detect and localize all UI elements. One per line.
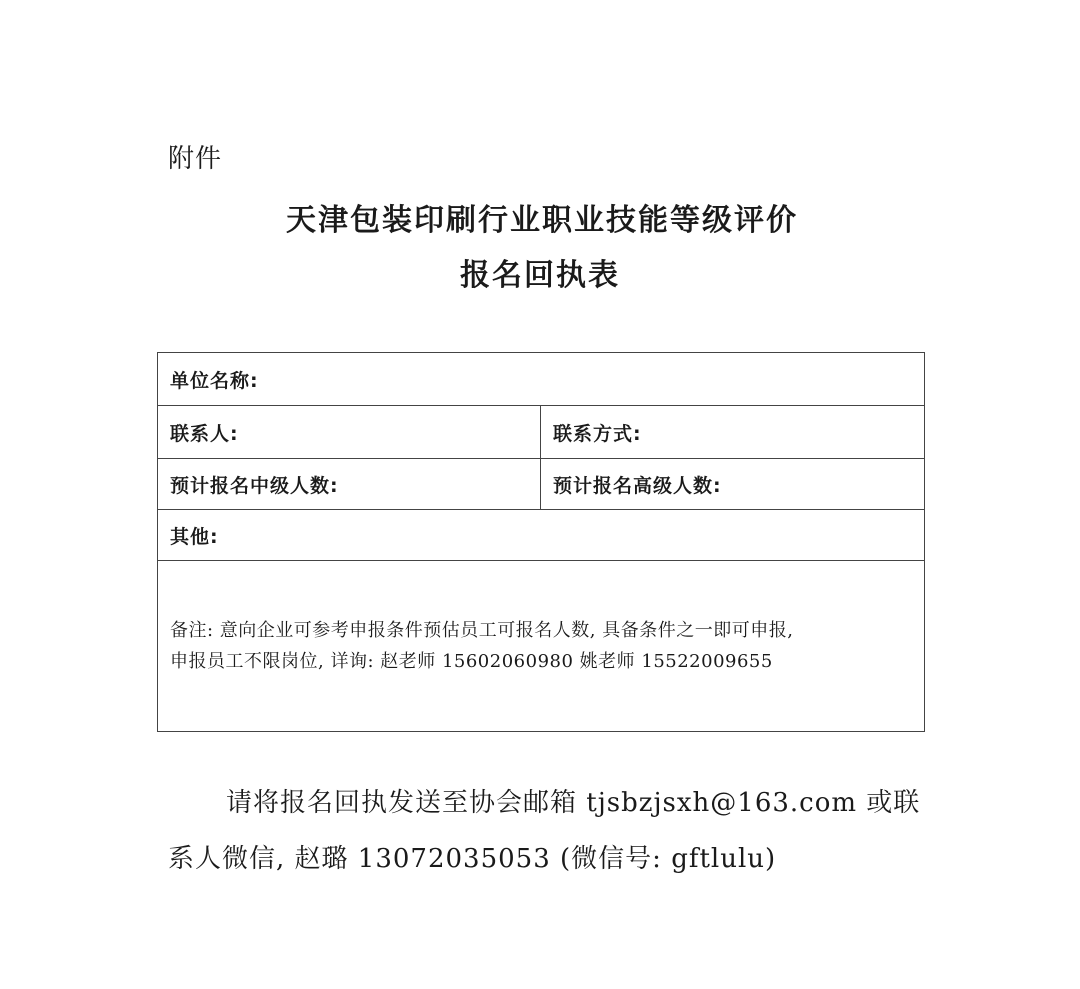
contact-method-field[interactable] [541, 406, 924, 458]
note-text [158, 615, 799, 677]
note-line-1: 备注: 意向企业可参考申报条件预估员工可报名人数, 具备条件之一即可申报, [170, 620, 794, 641]
senior-count-field[interactable] [541, 459, 924, 509]
contact-method-label: 联系方式: [553, 422, 642, 445]
other-field[interactable] [158, 510, 924, 560]
intermediate-count-field[interactable] [158, 459, 541, 509]
note-line-2: 申报员工不限岗位, 详询: 赵老师 15602060980 姚老师 15522009655 [170, 651, 773, 672]
contact-person-label: 联系人: [170, 422, 239, 445]
company-name-field[interactable] [158, 353, 924, 405]
other-label: 其他: [170, 525, 219, 548]
footer-instruction-line-2: 系人微信, 赵璐 13072035053 (微信号: gftlulu) [168, 844, 777, 874]
document-title-line-1: 天津包装印刷行业职业技能等级评价 [286, 203, 798, 238]
senior-count-label: 预计报名高级人数: [553, 474, 722, 497]
form-row-other [158, 510, 924, 561]
intermediate-count-label: 预计报名中级人数: [170, 474, 339, 497]
form-row-contact [158, 406, 924, 459]
footer-instruction-line-1: 请将报名回执发送至协会邮箱 tjsbzjsxh@163.com 或联 [226, 788, 921, 818]
document-title-line-2: 报名回执表 [460, 258, 620, 293]
contact-person-field[interactable] [158, 406, 541, 458]
registration-form-table [157, 352, 925, 732]
attachment-label: 附件 [168, 144, 223, 174]
form-row-note [158, 561, 924, 731]
form-row-counts [158, 459, 924, 510]
form-row-company [158, 353, 924, 406]
company-name-label: 单位名称: [170, 369, 259, 392]
